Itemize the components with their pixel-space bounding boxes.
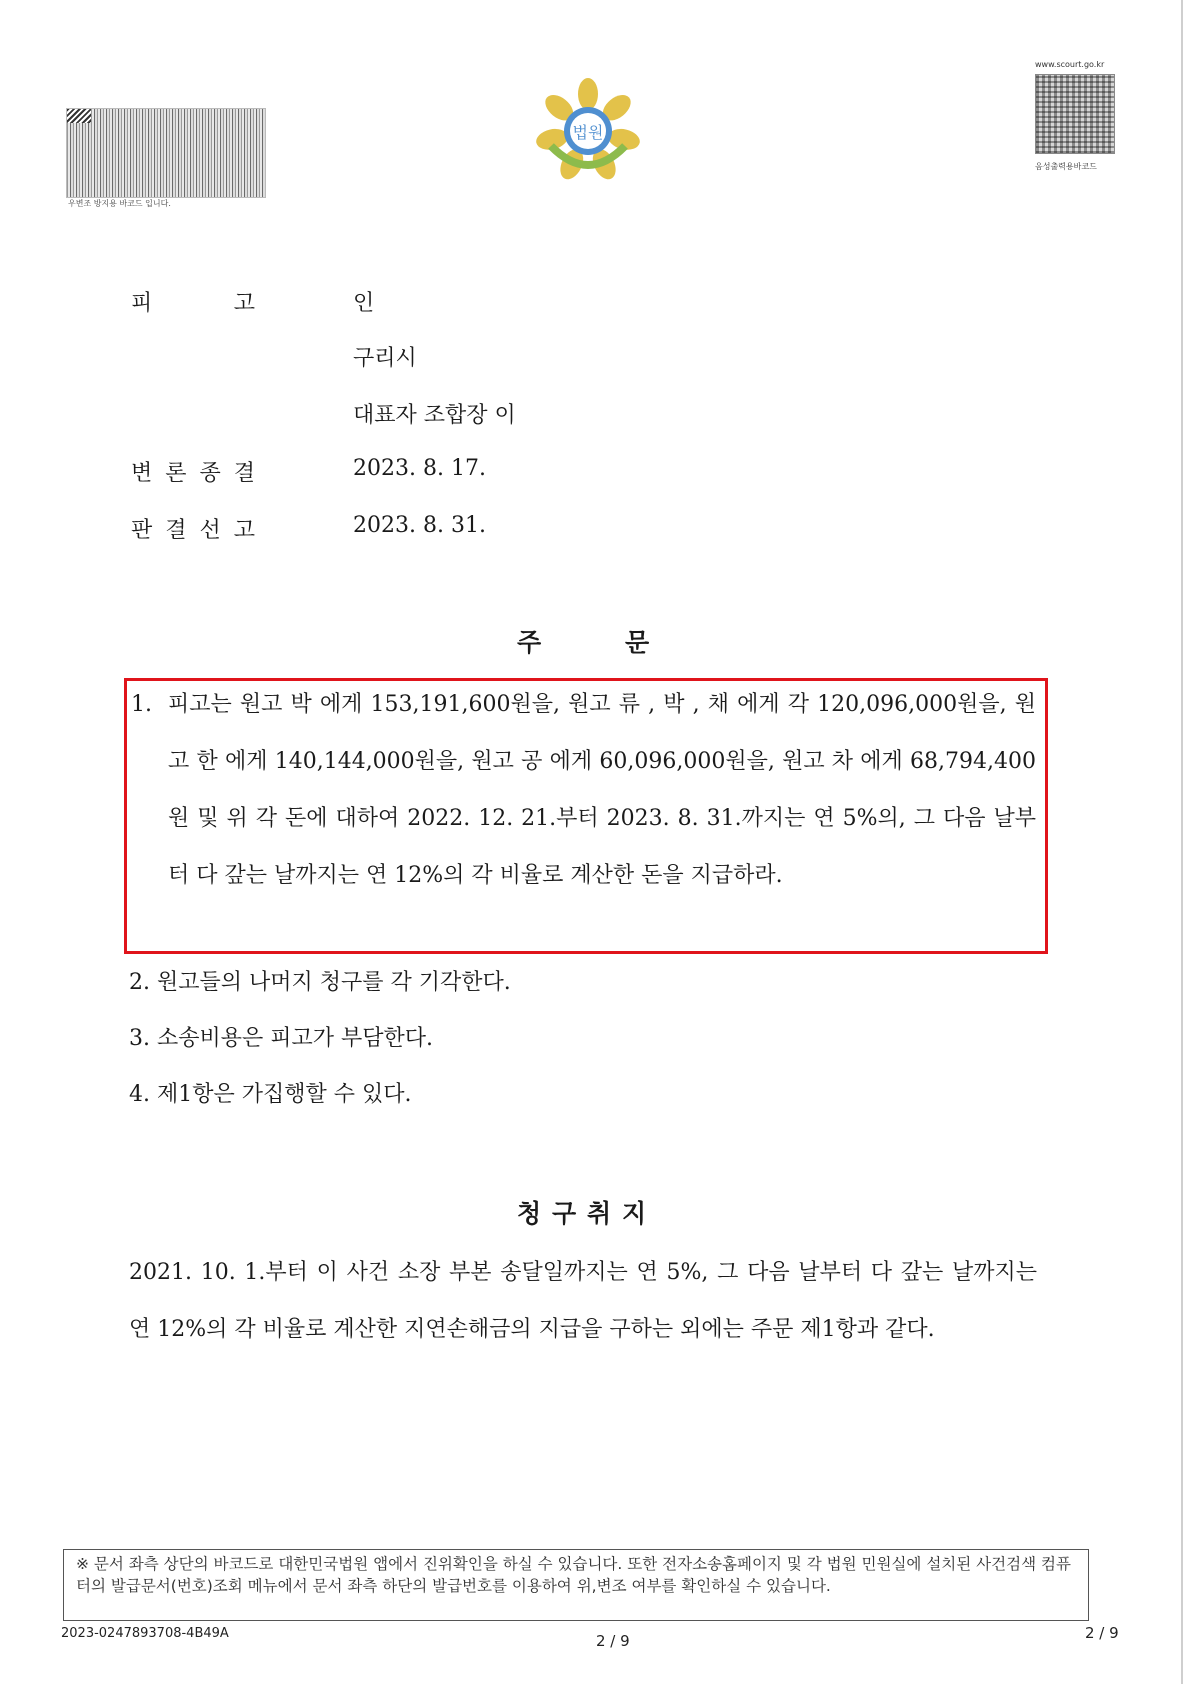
representative: 대표자 조합장 이 bbox=[353, 403, 516, 428]
order-item-1-number: 1. bbox=[131, 692, 152, 717]
label-char: 결 bbox=[233, 461, 255, 486]
claim-title-char-3: 취 bbox=[587, 1199, 612, 1228]
qr-caption: 음성출력용바코드 bbox=[1035, 162, 1097, 171]
page-number-center: 2 / 9 bbox=[596, 1632, 630, 1650]
judgment-date: 2023. 8. 31. bbox=[353, 513, 486, 538]
order-item-2: 2. 원고들의 나머지 청구를 각 기각한다. bbox=[129, 970, 511, 995]
label-char: 고 bbox=[233, 291, 255, 316]
barcode-caption: 우변조 방지용 바코드 입니다. bbox=[68, 199, 171, 208]
defendant-name: 인 bbox=[353, 291, 375, 316]
label-char: 선 bbox=[199, 518, 221, 543]
closing-date: 2023. 8. 17. bbox=[353, 456, 486, 481]
page-number-right: 2 / 9 bbox=[1085, 1624, 1119, 1642]
barcode-image bbox=[66, 108, 266, 198]
defendant-city: 구리시 bbox=[353, 346, 417, 371]
claim-title-char-1: 청 bbox=[517, 1199, 542, 1228]
document-issue-number: 2023-0247893708-4B49A bbox=[61, 1626, 229, 1641]
site-url: www.scourt.go.kr bbox=[1035, 60, 1105, 69]
order-item-1-text: 피고는 원고 박 에게 153,191,600원을, 원고 류 , 박 , 채 에게 각 120,096,000원을, 원고 한 에게 140,144,000원을, 원고 공 에게 60,096,000원을, 원고 차 에게 68,794,400원 및 위 각 돈에 대하여 2022. 12. 21.부터 2023. 8. 31.까지는 연 5%의, 그 다음 날부터 다 갚는 날까지는 연 12%의 각 비율로 계산한 돈을 지급하라. bbox=[168, 692, 1036, 888]
judgment-label bbox=[131, 513, 255, 544]
claim-text: 2021. 10. 1.부터 이 사건 소장 부본 송달일까지는 연 5%, 그 다음 날부터 다 갚는 날까지는 연 12%의 각 비율로 계산한 지연손해금의 지급을 구하는 외에는 주문 제1항과 같다. bbox=[129, 1260, 1037, 1342]
label-char: 론 bbox=[165, 461, 187, 486]
court-emblem-icon bbox=[533, 76, 643, 182]
label-char: 피 bbox=[131, 291, 153, 316]
closing-label bbox=[131, 456, 255, 487]
label-char: 판 bbox=[131, 518, 153, 543]
qr-code-image bbox=[1035, 74, 1115, 154]
verification-notice: ※ 문서 좌측 상단의 바코드로 대한민국법원 앱에서 진위확인을 하실 수 있습니다. 또한 전자소송홈페이지 및 각 법원 민원실에 설치된 사건검색 컴퓨터의 발급문서(번호)조회 메뉴에서 문서 좌측 하단의 발급번호를 이용하여 위,변조 여부를 확인하실 수 있습니다. bbox=[63, 1549, 1089, 1621]
order-item-3: 3. 소송비용은 피고가 부담한다. bbox=[129, 1026, 433, 1051]
label-char: 종 bbox=[199, 461, 221, 486]
order-title-char-2: 문 bbox=[625, 628, 650, 657]
emblem-label: 법원 bbox=[572, 123, 604, 142]
order-item-4: 4. 제1항은 가집행할 수 있다. bbox=[129, 1082, 412, 1107]
label-char: 결 bbox=[165, 518, 187, 543]
order-title-char-1: 주 bbox=[517, 628, 542, 657]
defendant-label bbox=[131, 286, 255, 317]
claim-title-char-2: 구 bbox=[552, 1199, 577, 1228]
label-char: 고 bbox=[233, 518, 255, 543]
claim-title-char-4: 지 bbox=[622, 1199, 647, 1228]
label-char: 변 bbox=[131, 461, 153, 486]
page-edge-line bbox=[1181, 0, 1183, 1684]
